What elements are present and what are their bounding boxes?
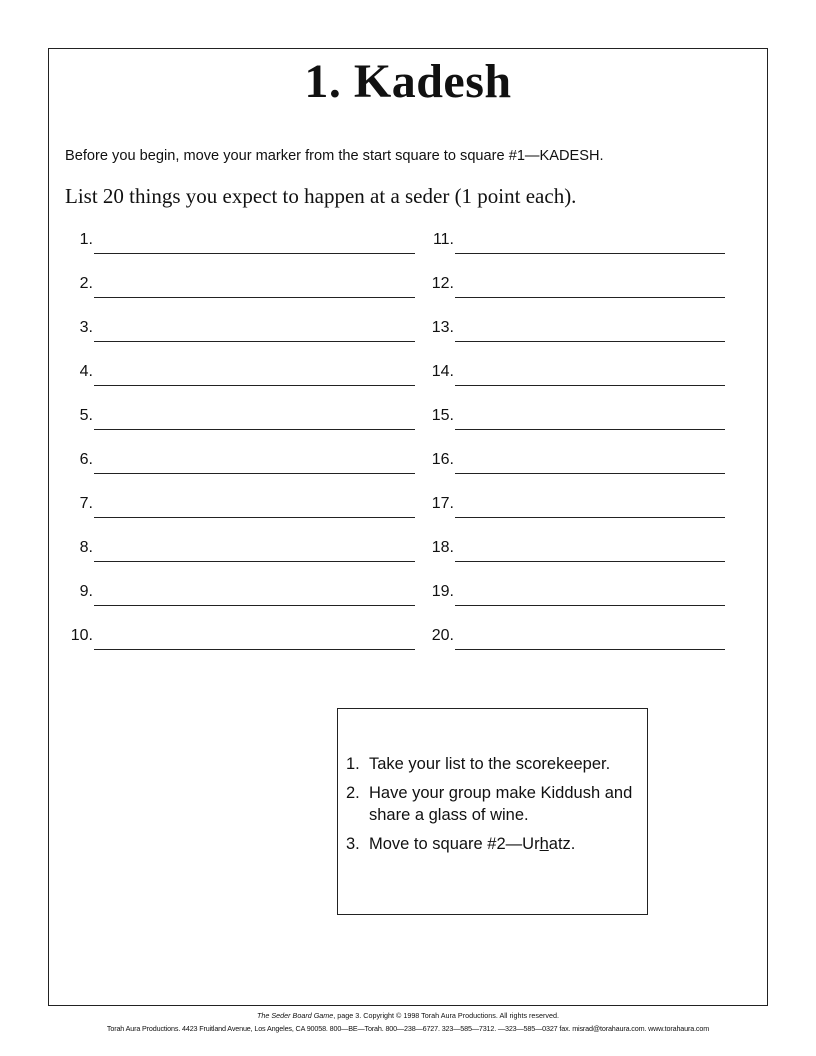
answer-line-6[interactable]	[94, 473, 415, 474]
step-text: Take your list to the scorekeeper.	[369, 755, 611, 773]
step-number: 1.	[346, 755, 360, 773]
answer-item-16	[420, 452, 726, 474]
footer-copyright	[48, 1012, 768, 1019]
answer-item-12	[420, 276, 726, 298]
answer-line-10[interactable]	[94, 649, 415, 650]
item-number: 4.	[79, 363, 93, 380]
answer-line-17[interactable]	[455, 517, 725, 518]
answer-item-7	[60, 496, 416, 518]
item-number: 17.	[431, 495, 454, 512]
answer-line-20[interactable]	[455, 649, 725, 650]
answer-line-7[interactable]	[94, 517, 415, 518]
steps-list	[346, 753, 644, 862]
answer-item-6	[60, 452, 416, 474]
item-number: 11.	[432, 231, 454, 248]
step-text	[369, 835, 575, 853]
step-number: 3.	[346, 835, 360, 853]
answer-item-20	[420, 628, 726, 650]
answer-line-5[interactable]	[94, 429, 415, 430]
step-item	[346, 833, 644, 855]
answer-item-3	[60, 320, 416, 342]
step-text-part: Move to square #2—Ur	[369, 835, 540, 853]
step-text: Have your group make Kiddush and share a glass of wine.	[369, 784, 633, 824]
item-number: 6.	[79, 451, 93, 468]
answer-item-10	[60, 628, 416, 650]
item-number: 1.	[79, 231, 93, 248]
page-title: 1. Kadesh	[304, 55, 512, 108]
item-number: 14.	[431, 363, 454, 380]
item-number: 16.	[431, 451, 454, 468]
instruction-text: List 20 things you expect to happen at a seder (1 point each).	[65, 184, 577, 208]
item-number: 8.	[79, 539, 93, 556]
item-number: 13.	[431, 319, 454, 336]
item-number: 20.	[431, 627, 454, 644]
answer-line-8[interactable]	[94, 561, 415, 562]
answer-line-2[interactable]	[94, 297, 415, 298]
answer-line-4[interactable]	[94, 385, 415, 386]
answer-item-15	[420, 408, 726, 430]
steps-box	[337, 708, 648, 915]
answer-line-16[interactable]	[455, 473, 725, 474]
footer-game-title: The Seder Board Game	[256, 1011, 334, 1020]
answer-item-17	[420, 496, 726, 518]
item-number: 5.	[79, 407, 93, 424]
item-number: 12.	[431, 275, 454, 292]
item-number: 7.	[79, 495, 93, 512]
answer-line-15[interactable]	[455, 429, 725, 430]
answer-item-13	[420, 320, 726, 342]
answer-line-12[interactable]	[455, 297, 725, 298]
answer-item-19	[420, 584, 726, 606]
footer-copyright-text: , page 3. Copyright © 1998 Torah Aura Productions. All rights reserved.	[333, 1011, 560, 1020]
answer-item-2	[60, 276, 416, 298]
answer-item-5	[60, 408, 416, 430]
item-number: 19.	[431, 583, 454, 600]
answer-line-18[interactable]	[455, 561, 725, 562]
step-item	[346, 753, 644, 775]
item-number: 10.	[70, 627, 93, 644]
item-number: 3.	[79, 319, 93, 336]
answer-line-13[interactable]	[455, 341, 725, 342]
footer-contact: Torah Aura Productions. 4423 Fruitland Avenue, Los Angeles, CA 90058. 800—BE—Torah. 800—238—6727. 323—585—7312. —323—585—0327 fax. misrad@torahaura.com. www.torahaura.com	[106, 1024, 710, 1033]
answer-item-9	[60, 584, 416, 606]
step-number: 2.	[346, 784, 360, 802]
answer-line-9[interactable]	[94, 605, 415, 606]
step-item	[346, 782, 644, 826]
item-number: 9.	[79, 583, 93, 600]
intro-text: Before you begin, move your marker from the start square to square #1—KADESH.	[65, 148, 604, 164]
step-text-underlined: h	[539, 835, 549, 853]
answer-item-18	[420, 540, 726, 562]
answer-line-11[interactable]	[455, 253, 725, 254]
answer-line-19[interactable]	[455, 605, 725, 606]
answer-item-1	[60, 232, 416, 254]
answer-line-14[interactable]	[455, 385, 725, 386]
answer-item-14	[420, 364, 726, 386]
answer-line-1[interactable]	[94, 253, 415, 254]
item-number: 2.	[79, 275, 93, 292]
answer-item-11	[420, 232, 726, 254]
step-text-part: atz.	[548, 835, 576, 853]
item-number: 18.	[431, 539, 454, 556]
answer-item-8	[60, 540, 416, 562]
answer-item-4	[60, 364, 416, 386]
item-number: 15.	[431, 407, 454, 424]
answer-line-3[interactable]	[94, 341, 415, 342]
